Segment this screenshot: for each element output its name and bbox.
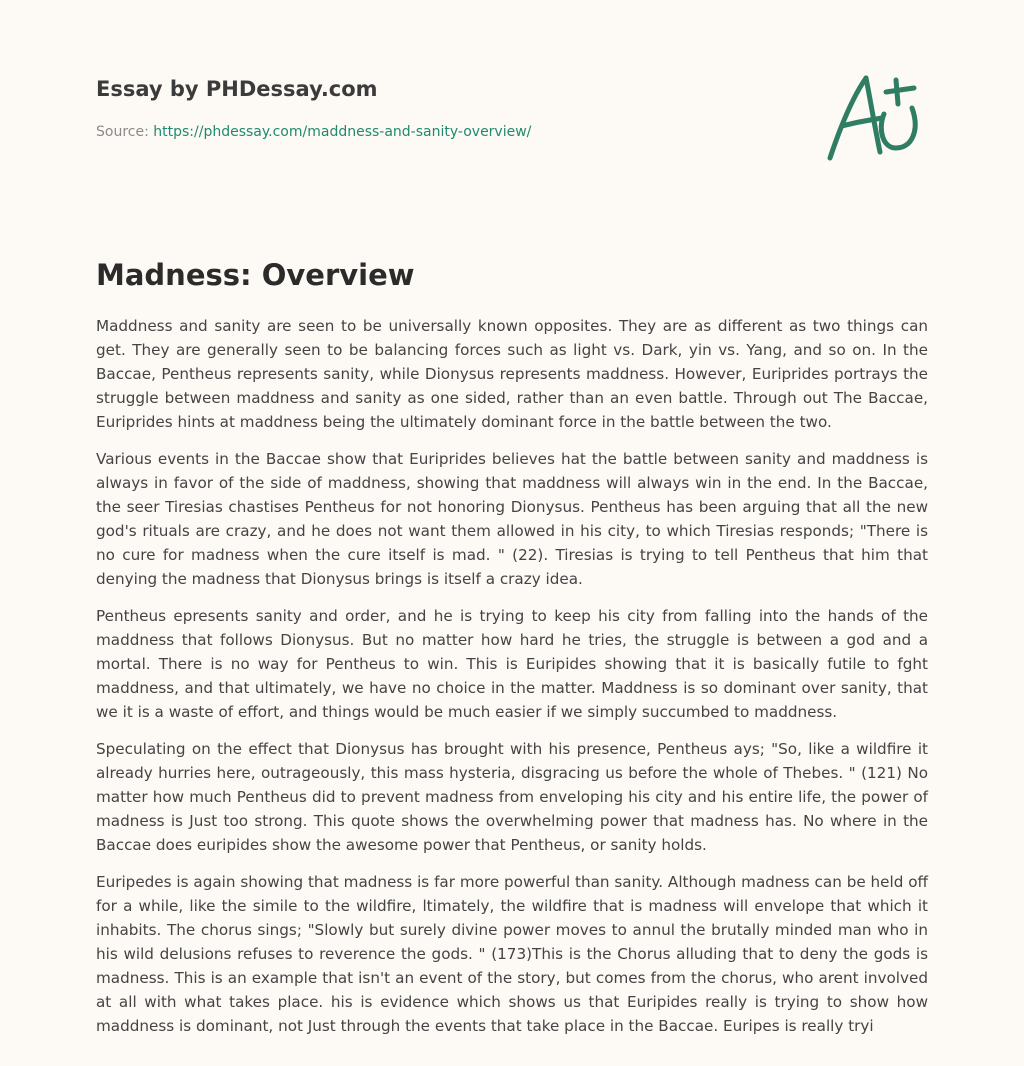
source-label: Source: bbox=[96, 124, 154, 140]
page-header bbox=[96, 74, 696, 142]
essay-title: Madness: Overview bbox=[96, 258, 415, 292]
essay-paragraph: Various events in the Baccae show that Euriprides believes hat the battle between sanity and maddness is always in favor of the side of maddness, showing that maddness will always win in the end. In the Baccae, the seer Tiresias chastises Pentheus for not honoring Dionysus. Pentheus has been arguing that all the new god's rituals are crazy, and he does not want them allowed in his city, to which Tiresias responds; "There is no cure for madness when the cure itself is mad. " (22). Tiresias is trying to tell Pentheus that him that denying the madness that Dionysus brings is itself a crazy idea. bbox=[96, 450, 928, 588]
essay-body bbox=[96, 314, 928, 1051]
site-title: Essay by PHDessay.com bbox=[96, 77, 378, 101]
essay-paragraph: Speculating on the effect that Dionysus has brought with his presence, Pentheus ays; "So, like a wildfire it already hurries here, outrageously, this mass hysteria, disgracing us before the whole of Thebes. " (121) No matter how much Pentheus did to prevent madness from enveloping his city and his entire life, the power of madness is Just too strong. This quote shows the overwhelming power that madness has. No where in the Baccae does euripides show the awesome power that Pentheus, or sanity holds. bbox=[96, 740, 928, 854]
essay-paragraph: Euripedes is again showing that madness is far more powerful than sanity. Although madness can be held off for a while, like the simile to the wildfire, ltimately, the wildfire that is madness will envelope that which it inhabits. The chorus sings; "Slowly but surely divine power moves to annul the brutally minded man who in his wild delusions refuses to reverence the gods. " (173)This is the Chorus alluding that to deny the gods is madness. This is an example that isn't an event of the story, but comes from the chorus, who arent involved at all with what takes place. his is evidence which shows us that Euripides really is trying to show how maddness is dominant, not Just through the events that take place in the Baccae. Euripes is really tryi bbox=[96, 873, 928, 1035]
source-link[interactable]: https://phdessay.com/maddness-and-sanity-overview/ bbox=[153, 124, 532, 140]
a-plus-grade-icon bbox=[822, 68, 932, 164]
essay-paragraph: Pentheus epresents sanity and order, and he is trying to keep his city from falling into the hands of the maddness that follows Dionysus. But no matter how hard he tries, the struggle is between a god and a mortal. There is no way for Pentheus to win. This is Euripides showing that it is basically futile to fght maddness, and that ultimately, we have no choice in the matter. Maddness is so dominant over sanity, that we it is a waste of effort, and things would be much easier if we simply succumbed to maddness. bbox=[96, 607, 928, 721]
essay-paragraph: Maddness and sanity are seen to be universally known opposites. They are as different as two things can get. They are generally seen to be balancing forces such as light vs. Dark, yin vs. Yang, and so on. In the Baccae, Pentheus represents sanity, while Dionysus represents maddness. However, Euriprides portrays the struggle between maddness and sanity as one sided, rather than an even battle. Through out The Baccae, Euriprides hints at maddness being the ultimately dominant force in the battle between the two. bbox=[96, 317, 928, 431]
source-line bbox=[96, 122, 696, 142]
